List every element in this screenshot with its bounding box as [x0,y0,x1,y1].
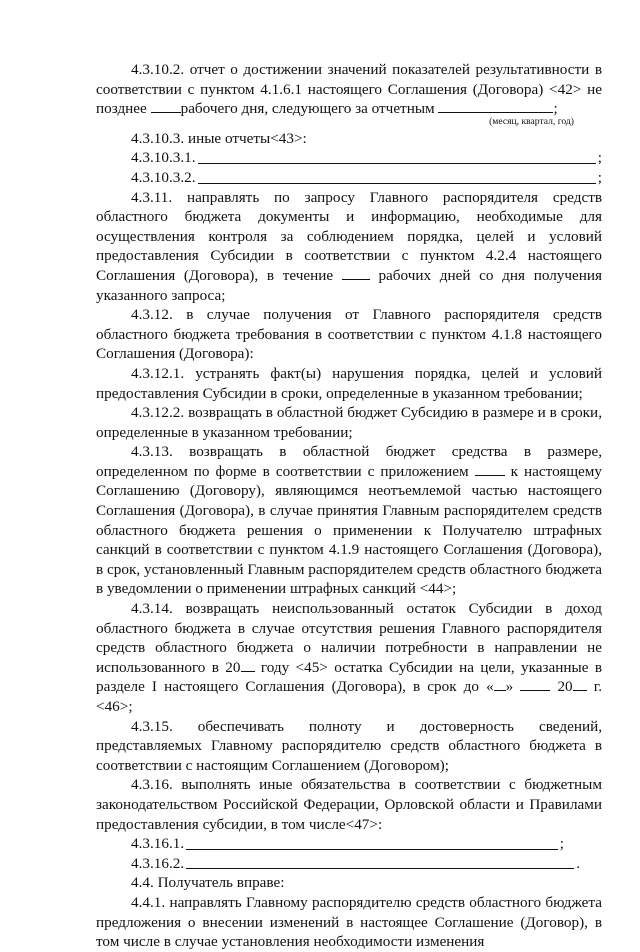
line-end: ; [597,168,602,186]
blank-line-field [198,182,596,184]
line-end: . [576,854,580,872]
paragraph-4-3-16-1 [96,834,602,854]
paragraph-text: 20 [550,678,573,696]
paragraph-text: г. <46>; [96,678,603,715]
paragraph-text: 4.3.11. направлять по запросу Главного распорядителя средств областного бюджета документы и информацию, необходимые для осуществления контроля за соблюдением порядка, целей и условий предоставления Субсидии в соответствии с пунктом 4.2.4 настоящего Соглашения (Договора), в течение [96,188,602,284]
blank-field-month [520,678,550,691]
paragraph-text: » [505,678,521,696]
blank-line-field [198,162,596,164]
paragraph-4-3-10-3-2 [96,168,602,188]
blank-field [151,100,181,113]
line-end: ; [559,835,564,853]
line-end: ; [597,149,602,167]
paragraph-4-4-1: 4.4.1. направлять Главному распорядителю средств областного бюджета предложения о внесении изменений в настоящее Соглашение (Договор), в том числе в случае установления необходимости изменения [96,893,602,951]
paragraph-text: ; [553,100,558,118]
paragraph-text: рабочих дней со дня получения указанного запроса; [96,266,603,304]
document-page [96,60,602,952]
blank-field-days [342,267,370,280]
blank-field-year [573,678,587,691]
paragraph-4-3-12: 4.3.12. в случае получения от Главного распорядителя средств областного бюджета требования в соответствии с пунктом 4.1.8 настоящего Соглашения (Договора): [96,306,602,363]
paragraph-text: 4.3.14. возвращать неиспользованный остаток Субсидии в доход областного бюджета в случае отсутствия решения Главного распорядителя средств областного бюджета о наличии потребности в направлении не использованного в 20 [96,600,602,676]
paragraph-4-3-12-2: 4.3.12.2. возвращать в областной бюджет Субсидию в размере и в сроки, определенные в указанном требовании; [96,404,602,441]
paragraph-4-4: 4.4. Получатель вправе: [131,874,285,892]
paragraph-4-3-13 [96,442,602,599]
blank-field-year [241,659,255,672]
paragraph-text: рабочего дня, следующего за отчетным [180,100,439,118]
paragraph-4-3-14 [96,599,602,717]
item-label: 4.3.10.3.1. [131,149,196,167]
blank-line-field [186,867,574,869]
paragraph-4-3-10-3: 4.3.10.3. иные отчеты<43>: [131,129,307,147]
paragraph-text: году <45> остатка Субсидии на цели, указанные в разделе I настоящего Соглашения (Договора), в срок до « [96,658,603,696]
paragraph-text: 4.3.13. возвращать в областной бюджет средства в размере, определенном по форме в соответствии с приложением [96,443,602,480]
paragraph-4-3-10-2 [96,60,602,119]
blank-line-field [186,848,558,850]
paragraph-4-3-16-2 [96,854,602,874]
item-label: 4.3.10.3.2. [131,168,196,186]
paragraph-4-3-10-3-1 [96,148,602,168]
paragraph-text: 4.3.10.2. отчет о достижении значений показателей результативности в соответствии с пунктом 4.1.6.1 настоящего Соглашения (Договора) <42> не позднее [96,61,602,118]
item-label: 4.3.16.1. [131,835,185,853]
blank-field-appendix [475,463,505,476]
field-hint: (месяц, квартал, год) [489,115,574,127]
paragraph-4-3-16: 4.3.16. выполнять иные обязательства в соответствии с бюджетным законодательством Российской Федерации, Орловской области и Правилами предоставления субсидии, в том числе<47>: [96,776,602,833]
paragraph-4-3-11 [96,188,602,306]
blank-field-period [438,100,553,113]
paragraph-4-3-12-1: 4.3.12.1. устранять факт(ы) нарушения порядка, целей и условий предоставления Субсидии в сроки, определенные в указанном требовании; [96,364,602,402]
blank-field-day [494,678,506,691]
item-label: 4.3.16.2. [131,854,185,872]
paragraph-4-3-15: 4.3.15. обеспечивать полноту и достоверность сведений, представляемых Главному распорядителю средств областного бюджета в соответствии с настоящим Соглашением (Договором); [96,717,602,774]
paragraph-text: к настоящему Соглашению (Договору), являющимся неотъемлемой частью настоящего Соглашения (Договора), в случае принятия Главным распорядителем средств областного бюджета решения о применении к Получателю штрафных санкций в соответствии с пунктом 4.1.9 настоящего Соглашения (Договора), в срок, установленный Главным распорядителем средств областного бюджета в уведомлении о применении штрафных санкций <44>; [96,462,602,598]
